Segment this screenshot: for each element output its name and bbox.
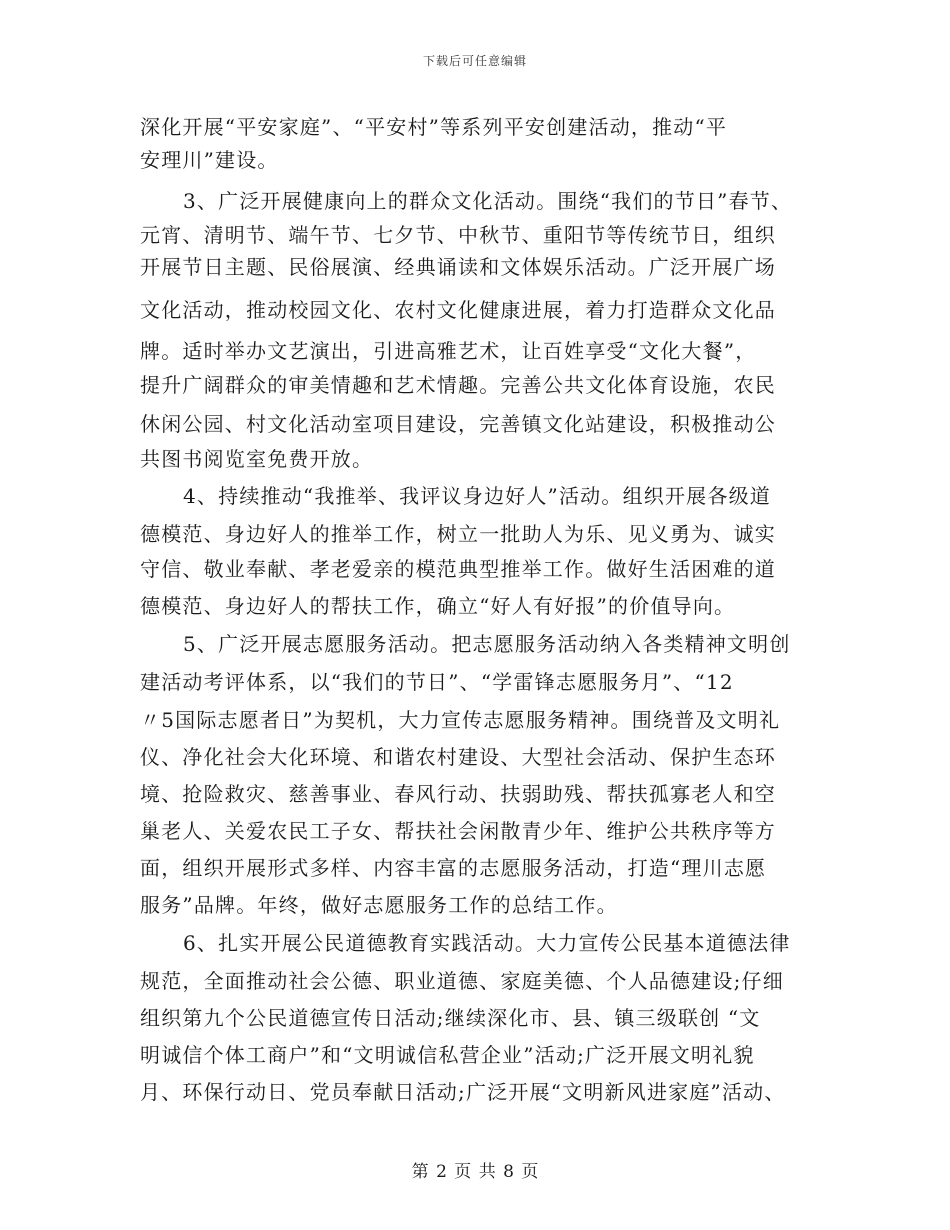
text-line: 守信、敬业奉献、孝老爱亲的模范典型推举工作。做好生活困难的道 xyxy=(140,557,776,581)
text-line: 巢老人、关爱农民工子女、帮扶社会闲散青少年、维护公共秩序等方 xyxy=(140,819,776,843)
text-line: 共图书阅览室免费开放。 xyxy=(140,447,374,471)
text-line: 4、持续推动“我推举、我评议身边好人”活动。组织开展各级道 xyxy=(183,484,771,508)
text-line: 〃5国际志愿者日”为契机，大力宣传志愿服务精神。围绕普及文明礼 xyxy=(140,708,781,732)
text-line: 休闲公园、村文化活动室项目建设，完善镇文化站建设，积极推动公 xyxy=(140,412,776,436)
text-line: 元宵、清明节、端午节、七夕节、中秋节、重阳节等传统节日，组织 xyxy=(140,223,776,247)
text-line: 组织第九个公民道德宣传日活动;继续深化市、县、镇三级联创 “文 xyxy=(140,1006,761,1030)
text-line: 深化开展“平安家庭”、“平安村”等系列平安创建活动，推动“平 xyxy=(140,115,728,139)
text-line: 月、环保行动日、党员奉献日活动;广泛开展“文明新风进家庭”活动、 xyxy=(140,1080,786,1104)
text-line: 3、广泛开展健康向上的群众文化活动。围绕“我们的节日”春节、 xyxy=(183,189,793,213)
text-line: 文化活动，推动校园文化、农村文化健康进展，着力打造群众文化品 xyxy=(140,298,776,322)
text-line: 开展节日主题、民俗展演、经典诵读和文体娱乐活动。广泛开展广场 xyxy=(140,255,776,279)
text-line: 6、扎实开展公民道德教育实践活动。大力宣传公民基本道德法律 xyxy=(183,931,791,955)
text-line: 安理川”建设。 xyxy=(140,148,279,172)
text-line: 德模范、身边好人的推举工作，树立一批助人为乐、见义勇为、诚实 xyxy=(140,522,776,546)
text-line: 5、广泛开展志愿服务活动。把志愿服务活动纳入各类精神文明创 xyxy=(183,632,791,656)
page-header: 下载后可任意编辑 xyxy=(422,54,527,68)
text-line: 仪、净化社会大化环境、和谐农村建设、大型社会活动、保护生态环 xyxy=(140,745,776,769)
text-line: 服务”品牌。年终，做好志愿服务工作的总结工作。 xyxy=(140,893,618,917)
text-line: 提升广阔群众的审美情趣和艺术情趣。完善公共文化体育设施，农民 xyxy=(140,373,776,397)
text-line: 建活动考评体系，以“我们的节日”、“学雷锋志愿服务月”、“12 xyxy=(140,670,734,694)
text-line: 明诚信个体工商户”和“文明诚信私营企业”活动;广泛开展文明礼貌 xyxy=(140,1043,755,1067)
text-line: 牌。适时举办文艺演出，引进高雅艺术，让百姓享受“文化大餐”， xyxy=(140,339,757,363)
text-line: 境、抢险救灾、慈善事业、春风行动、扶弱助残、帮扶孤寡老人和空 xyxy=(140,782,776,806)
text-line: 面，组织开展形式多样、内容丰富的志愿服务活动，打造“理川志愿 xyxy=(140,856,767,880)
text-line: 规范，全面推动社会公德、职业道德、家庭美德、个人品德建设;仔细 xyxy=(140,969,784,993)
text-line: 德模范、身边好人的帮扶工作，确立“好人有好报”的价值导向。 xyxy=(140,594,736,618)
page-footer: 第 2 页 共 8 页 xyxy=(411,1162,539,1182)
